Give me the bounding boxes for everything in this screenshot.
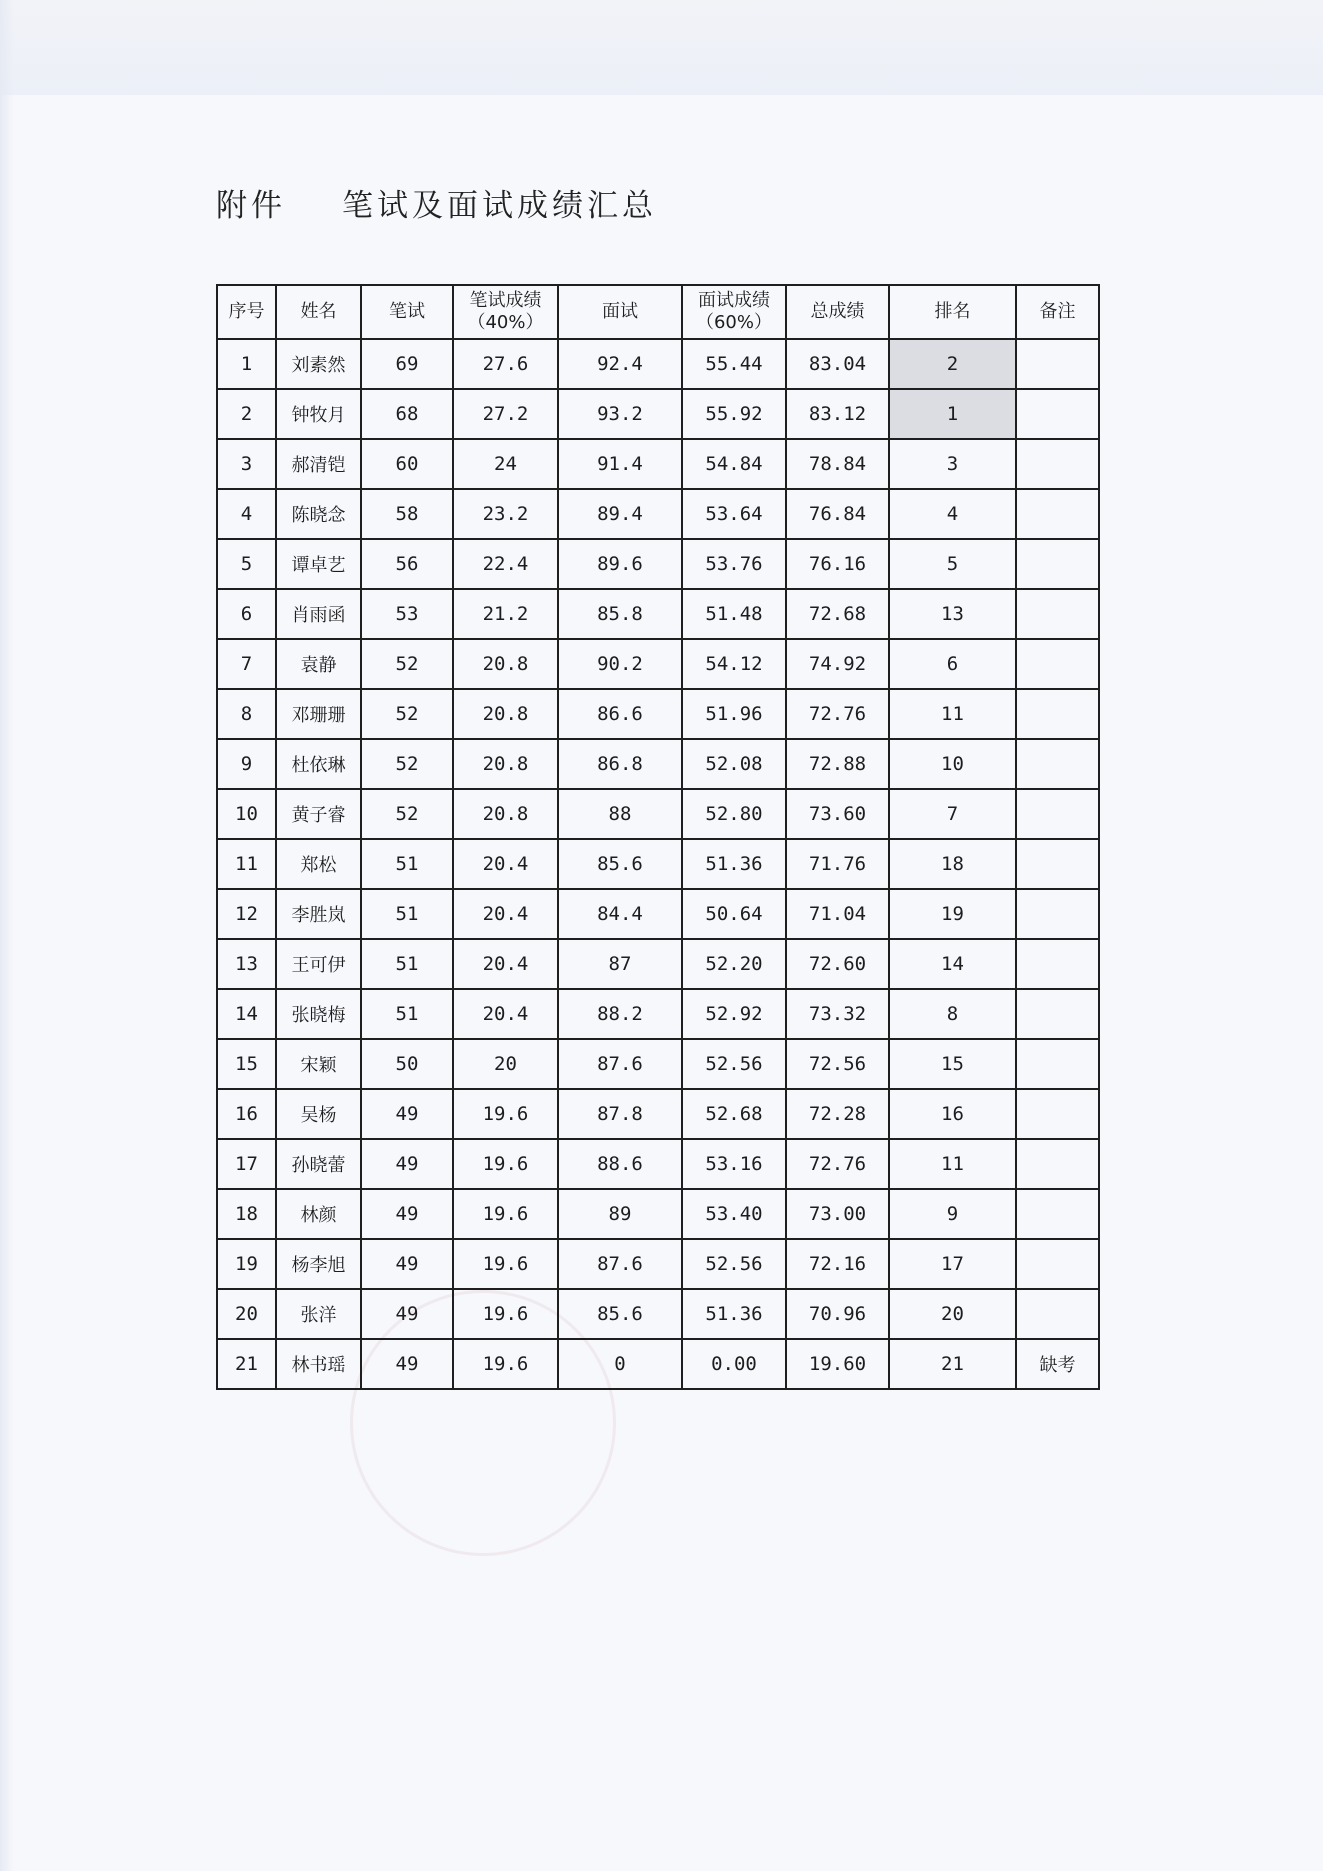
table-row [217,1289,1099,1339]
cell-interview: 87.6 [558,1239,682,1289]
cell-total: 72.56 [786,1039,889,1089]
cell-written: 60 [361,439,453,489]
cell-total: 73.00 [786,1189,889,1239]
cell-rank: 7 [889,789,1016,839]
cell-index: 14 [217,989,276,1039]
cell-index: 9 [217,739,276,789]
cell-index: 18 [217,1189,276,1239]
cell-name: 刘素然 [276,339,361,389]
cell-rank: 11 [889,689,1016,739]
cell-total: 76.16 [786,539,889,589]
cell-remarks [1016,589,1099,639]
cell-rank: 16 [889,1089,1016,1139]
cell-written: 51 [361,839,453,889]
cell-written-weighted: 27.6 [453,339,558,389]
cell-rank: 1 [889,389,1016,439]
cell-rank: 9 [889,1189,1016,1239]
cell-interview-weighted: 54.84 [682,439,786,489]
cell-rank: 15 [889,1039,1016,1089]
cell-written-weighted: 20.8 [453,689,558,739]
cell-remarks [1016,389,1099,439]
table-row [217,1039,1099,1089]
cell-written-weighted: 19.6 [453,1189,558,1239]
header-name: 姓名 [276,285,361,339]
cell-remarks [1016,739,1099,789]
cell-remarks [1016,1189,1099,1239]
cell-rank: 4 [889,489,1016,539]
cell-written: 52 [361,739,453,789]
header-total: 总成绩 [786,285,889,339]
cell-total: 78.84 [786,439,889,489]
cell-rank: 8 [889,989,1016,1039]
cell-written: 49 [361,1139,453,1189]
cell-interview: 87.8 [558,1089,682,1139]
cell-rank: 19 [889,889,1016,939]
cell-remarks [1016,889,1099,939]
cell-written: 50 [361,1039,453,1089]
cell-interview: 89.6 [558,539,682,589]
cell-written: 52 [361,639,453,689]
table-row [217,989,1099,1039]
cell-total: 72.68 [786,589,889,639]
cell-interview: 91.4 [558,439,682,489]
cell-written: 51 [361,939,453,989]
cell-remarks [1016,789,1099,839]
cell-name: 王可伊 [276,939,361,989]
cell-index: 8 [217,689,276,739]
cell-total: 73.32 [786,989,889,1039]
cell-remarks [1016,1289,1099,1339]
cell-interview-weighted: 55.44 [682,339,786,389]
cell-rank: 14 [889,939,1016,989]
cell-name: 钟牧月 [276,389,361,439]
cell-name: 袁静 [276,639,361,689]
header-interview: 面试 [558,285,682,339]
cell-written: 49 [361,1089,453,1139]
cell-remarks [1016,1089,1099,1139]
title-prefix: 附件 [216,188,286,224]
cell-index: 2 [217,389,276,439]
cell-index: 12 [217,889,276,939]
cell-written: 49 [361,1189,453,1239]
cell-interview: 88.6 [558,1139,682,1189]
cell-written-weighted: 20 [453,1039,558,1089]
header-written: 笔试 [361,285,453,339]
cell-interview-weighted: 55.92 [682,389,786,439]
cell-name: 谭卓艺 [276,539,361,589]
cell-interview-weighted: 52.56 [682,1039,786,1089]
cell-interview: 92.4 [558,339,682,389]
cell-interview-weighted: 51.96 [682,689,786,739]
cell-interview: 90.2 [558,639,682,689]
cell-interview: 85.6 [558,1289,682,1339]
cell-index: 6 [217,589,276,639]
cell-name: 李胜岚 [276,889,361,939]
cell-remarks [1016,439,1099,489]
cell-name: 杨李旭 [276,1239,361,1289]
table-row [217,1189,1099,1239]
cell-interview-weighted: 54.12 [682,639,786,689]
cell-name: 林书瑶 [276,1339,361,1389]
cell-name: 林颜 [276,1189,361,1239]
cell-name: 肖雨函 [276,589,361,639]
cell-interview: 87 [558,939,682,989]
cell-total: 72.28 [786,1089,889,1139]
cell-remarks [1016,989,1099,1039]
table-row [217,539,1099,589]
cell-written-weighted: 27.2 [453,389,558,439]
cell-total: 73.60 [786,789,889,839]
cell-written-weighted: 24 [453,439,558,489]
table-row [217,489,1099,539]
cell-interview: 0 [558,1339,682,1389]
cell-written: 51 [361,889,453,939]
cell-name: 张晓梅 [276,989,361,1039]
cell-index: 15 [217,1039,276,1089]
cell-total: 72.60 [786,939,889,989]
header-written-weighted: 笔试成绩 （40%） [453,285,558,339]
cell-total: 71.76 [786,839,889,889]
cell-written-weighted: 19.6 [453,1289,558,1339]
cell-index: 7 [217,639,276,689]
cell-interview: 85.8 [558,589,682,639]
cell-written: 49 [361,1289,453,1339]
table-row [217,689,1099,739]
header-rank: 排名 [889,285,1016,339]
cell-written-weighted: 19.6 [453,1139,558,1189]
cell-written-weighted: 20.8 [453,789,558,839]
cell-name: 郑松 [276,839,361,889]
cell-interview-weighted: 53.40 [682,1189,786,1239]
cell-remarks [1016,689,1099,739]
cell-index: 1 [217,339,276,389]
table-row [217,939,1099,989]
table-row [217,1139,1099,1189]
cell-remarks [1016,489,1099,539]
cell-interview-weighted: 51.48 [682,589,786,639]
cell-interview-weighted: 0.00 [682,1339,786,1389]
table-row [217,1089,1099,1139]
cell-name: 黄子睿 [276,789,361,839]
cell-written: 52 [361,689,453,739]
title-main: 笔试及面试成绩汇总 [342,188,657,224]
cell-written-weighted: 20.8 [453,639,558,689]
cell-name: 杜依琳 [276,739,361,789]
table-row [217,739,1099,789]
header-remarks: 备注 [1016,285,1099,339]
cell-index: 16 [217,1089,276,1139]
cell-interview-weighted: 53.76 [682,539,786,589]
cell-rank: 6 [889,639,1016,689]
cell-index: 19 [217,1239,276,1289]
cell-remarks [1016,1239,1099,1289]
cell-interview-weighted: 53.64 [682,489,786,539]
cell-remarks [1016,839,1099,889]
cell-rank: 21 [889,1339,1016,1389]
scan-top-band [0,0,1323,95]
cell-total: 76.84 [786,489,889,539]
cell-interview-weighted: 50.64 [682,889,786,939]
cell-remarks [1016,939,1099,989]
cell-remarks [1016,1139,1099,1189]
cell-index: 3 [217,439,276,489]
cell-interview: 87.6 [558,1039,682,1089]
cell-index: 5 [217,539,276,589]
cell-rank: 18 [889,839,1016,889]
document-title [216,180,657,225]
cell-interview-weighted: 52.56 [682,1239,786,1289]
cell-name: 孙晓蕾 [276,1139,361,1189]
cell-remarks [1016,539,1099,589]
cell-written-weighted: 19.6 [453,1089,558,1139]
cell-index: 17 [217,1139,276,1189]
cell-total: 72.76 [786,1139,889,1189]
cell-remarks [1016,1039,1099,1089]
cell-written: 52 [361,789,453,839]
table-row [217,389,1099,439]
cell-written-weighted: 21.2 [453,589,558,639]
cell-rank: 11 [889,1139,1016,1189]
cell-written-weighted: 20.4 [453,839,558,889]
cell-rank: 13 [889,589,1016,639]
cell-written: 51 [361,989,453,1039]
cell-interview-weighted: 52.08 [682,739,786,789]
score-table [216,284,1100,1390]
cell-interview: 88.2 [558,989,682,1039]
cell-total: 74.92 [786,639,889,689]
cell-interview: 86.6 [558,689,682,739]
cell-index: 13 [217,939,276,989]
cell-index: 4 [217,489,276,539]
cell-name: 张洋 [276,1289,361,1339]
cell-written-weighted: 20.4 [453,989,558,1039]
cell-interview: 93.2 [558,389,682,439]
cell-total: 72.16 [786,1239,889,1289]
cell-total: 83.04 [786,339,889,389]
cell-interview-weighted: 52.92 [682,989,786,1039]
table-row [217,339,1099,389]
cell-interview-weighted: 52.68 [682,1089,786,1139]
cell-total: 72.88 [786,739,889,789]
table-row [217,589,1099,639]
cell-written-weighted: 19.6 [453,1339,558,1389]
cell-rank: 2 [889,339,1016,389]
cell-interview-weighted: 52.20 [682,939,786,989]
cell-total: 72.76 [786,689,889,739]
cell-written-weighted: 20.4 [453,939,558,989]
cell-written-weighted: 20.4 [453,889,558,939]
cell-interview: 88 [558,789,682,839]
cell-interview-weighted: 51.36 [682,839,786,889]
cell-written: 69 [361,339,453,389]
cell-interview: 86.8 [558,739,682,789]
cell-interview: 89.4 [558,489,682,539]
table-row [217,889,1099,939]
cell-remarks [1016,639,1099,689]
cell-index: 21 [217,1339,276,1389]
cell-written: 53 [361,589,453,639]
cell-total: 71.04 [786,889,889,939]
header-row [217,285,1099,339]
cell-name: 陈晓念 [276,489,361,539]
header-index: 序号 [217,285,276,339]
cell-total: 19.60 [786,1339,889,1389]
table-row [217,639,1099,689]
cell-interview-weighted: 53.16 [682,1139,786,1189]
cell-rank: 3 [889,439,1016,489]
cell-remarks [1016,339,1099,389]
cell-interview: 89 [558,1189,682,1239]
cell-written-weighted: 20.8 [453,739,558,789]
cell-rank: 20 [889,1289,1016,1339]
cell-rank: 5 [889,539,1016,589]
cell-name: 郝清铠 [276,439,361,489]
table-row [217,1339,1099,1389]
cell-rank: 10 [889,739,1016,789]
cell-written: 58 [361,489,453,539]
cell-interview: 85.6 [558,839,682,889]
table-row [217,789,1099,839]
cell-index: 10 [217,789,276,839]
cell-written: 49 [361,1339,453,1389]
score-table-body [217,339,1099,1389]
cell-written-weighted: 22.4 [453,539,558,589]
scan-left-edge [0,0,14,1871]
cell-total: 70.96 [786,1289,889,1339]
table-row [217,839,1099,889]
cell-index: 11 [217,839,276,889]
cell-remarks: 缺考 [1016,1339,1099,1389]
cell-rank: 17 [889,1239,1016,1289]
table-row [217,1239,1099,1289]
table-row [217,439,1099,489]
cell-name: 宋颖 [276,1039,361,1089]
cell-written-weighted: 23.2 [453,489,558,539]
cell-interview-weighted: 51.36 [682,1289,786,1339]
cell-written-weighted: 19.6 [453,1239,558,1289]
cell-interview: 84.4 [558,889,682,939]
cell-name: 吴杨 [276,1089,361,1139]
cell-written: 49 [361,1239,453,1289]
cell-written: 68 [361,389,453,439]
cell-total: 83.12 [786,389,889,439]
cell-interview-weighted: 52.80 [682,789,786,839]
cell-written: 56 [361,539,453,589]
cell-index: 20 [217,1289,276,1339]
header-interview-weighted: 面试成绩 （60%） [682,285,786,339]
cell-name: 邓珊珊 [276,689,361,739]
